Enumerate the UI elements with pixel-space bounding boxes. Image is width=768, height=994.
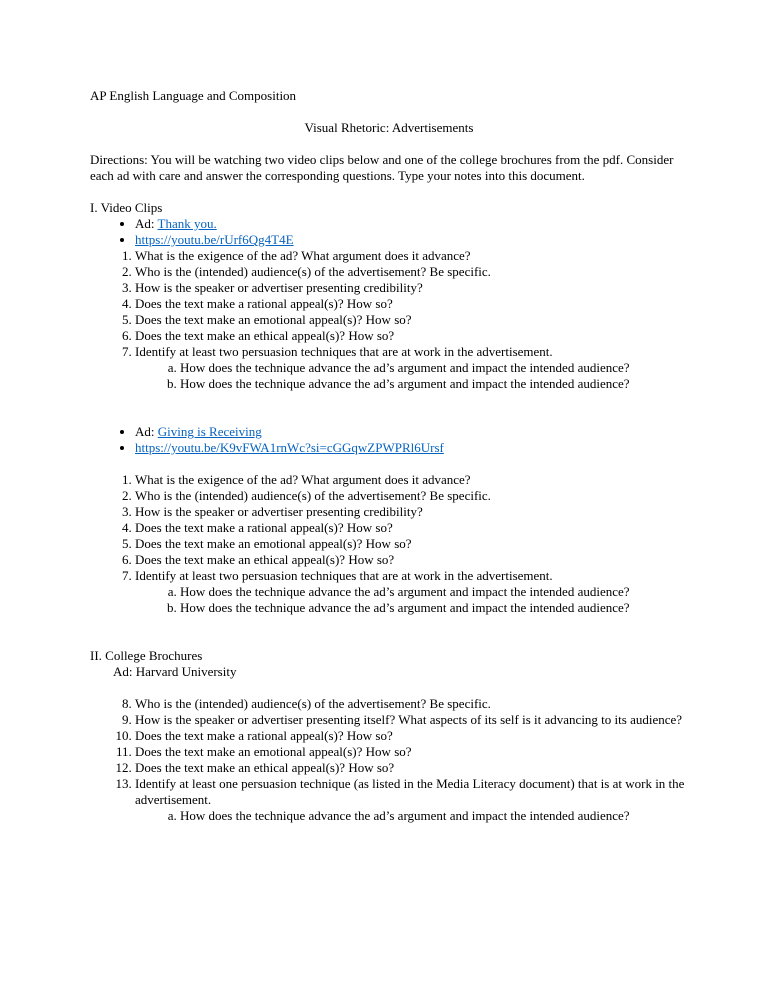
question-item: 2. Who is the (intended) audience(s) of the advertisement? Be specific.: [135, 488, 688, 504]
ad1-url-item: [135, 232, 688, 248]
brochure-questions-list: [90, 696, 688, 824]
question-item: 10. Does the text make a rational appeal(s)? How so?: [135, 728, 688, 744]
course-header: AP English Language and Composition: [90, 88, 297, 103]
doc-title: Visual Rhetoric: Advertisements: [304, 120, 474, 135]
question-item: 1. What is the exigence of the ad? What argument does it advance?: [135, 472, 688, 488]
question-item: 3. How is the speaker or advertiser presenting credibility?: [135, 504, 688, 520]
spacer: [90, 104, 688, 120]
spacer: [90, 680, 688, 696]
brochure-ad-label: Ad: Harvard University: [113, 664, 237, 679]
sub-question-item: a. How does the technique advance the ad’s argument and impact the intended audience?: [180, 360, 688, 376]
spacer: [90, 184, 688, 200]
question-item: 2. Who is the (intended) audience(s) of the advertisement? Be specific.: [135, 264, 688, 280]
sub-question-item: a. How does the technique advance the ad’s argument and impact the intended audience?: [180, 808, 688, 824]
question-item: 3. How is the speaker or advertiser presenting credibility?: [135, 280, 688, 296]
question-item: 5. Does the text make an emotional appeal(s)? How so?: [135, 312, 688, 328]
question-item: 8. Who is the (intended) audience(s) of the advertisement? Be specific.: [135, 696, 688, 712]
ad2-bullet-list: [90, 424, 688, 456]
question-text: Identify at least two persuasion techniques that are at work in the advertisement.: [135, 568, 553, 583]
sub-question-item: b. How does the technique advance the ad’s argument and impact the intended audience?: [180, 376, 688, 392]
spacer: [90, 632, 688, 648]
question-text: Identify at least one persuasion technique (as listed in the Media Literacy document) that is at work in the advertisement.: [135, 776, 685, 807]
ad2-url-item: [135, 440, 688, 456]
question-item: [135, 344, 688, 392]
spacer: [90, 392, 688, 408]
question-item: 4. Does the text make a rational appeal(s)? How so?: [135, 520, 688, 536]
question-item: 5. Does the text make an emotional appeal(s)? How so?: [135, 536, 688, 552]
spacer: [90, 616, 688, 632]
question-item: 1. What is the exigence of the ad? What argument does it advance?: [135, 248, 688, 264]
ad2-title-item: [135, 424, 688, 440]
question-item: 6. Does the text make an ethical appeal(s)? How so?: [135, 552, 688, 568]
sub-question-item: a. How does the technique advance the ad’s argument and impact the intended audience?: [180, 584, 688, 600]
ad1-bullet-list: [90, 216, 688, 248]
ad1-url-link[interactable]: https://youtu.be/rUrf6Qg4T4E: [135, 232, 294, 247]
question-item: 11. Does the text make an emotional appeal(s)? How so?: [135, 744, 688, 760]
ad1-sub-questions-list: [135, 360, 688, 392]
question-item: 4. Does the text make a rational appeal(s)? How so?: [135, 296, 688, 312]
question-item: [135, 776, 688, 824]
spacer: [90, 408, 688, 424]
spacer: [90, 456, 688, 472]
section-ii-heading: II. College Brochures: [90, 648, 203, 663]
ad2-title-link[interactable]: Giving is Receiving: [157, 424, 262, 439]
section-i-heading: I. Video Clips: [90, 200, 163, 215]
question-item: [135, 568, 688, 616]
question-item: 12. Does the text make an ethical appeal(s)? How so?: [135, 760, 688, 776]
ad-prefix: Ad:: [135, 216, 158, 231]
question-item: 6. Does the text make an ethical appeal(s)? How so?: [135, 328, 688, 344]
spacer: [90, 136, 688, 152]
ad1-questions-list: [90, 248, 688, 392]
question-item: 9. How is the speaker or advertiser presenting itself? What aspects of its self is it advancing to its audience?: [135, 712, 688, 728]
question-text: Identify at least two persuasion techniques that are at work in the advertisement.: [135, 344, 553, 359]
directions-paragraph: Directions: You will be watching two video clips below and one of the college brochures from the pdf. Consider each ad with care and answer the corresponding questions. Type your notes into this document.: [90, 152, 674, 183]
ad-prefix: Ad:: [135, 424, 158, 439]
ad1-title-item: [135, 216, 688, 232]
sub-question-item: b. How does the technique advance the ad’s argument and impact the intended audience?: [180, 600, 688, 616]
ad1-title-link[interactable]: Thank you.: [157, 216, 217, 231]
ad2-questions-list: [90, 472, 688, 616]
ad2-url-link[interactable]: https://youtu.be/K9vFWA1rnWc?si=cGGqwZPWPRl6Ursf: [135, 440, 444, 455]
ad2-sub-questions-list: [135, 584, 688, 616]
brochure-sub-questions-list: [135, 808, 688, 824]
